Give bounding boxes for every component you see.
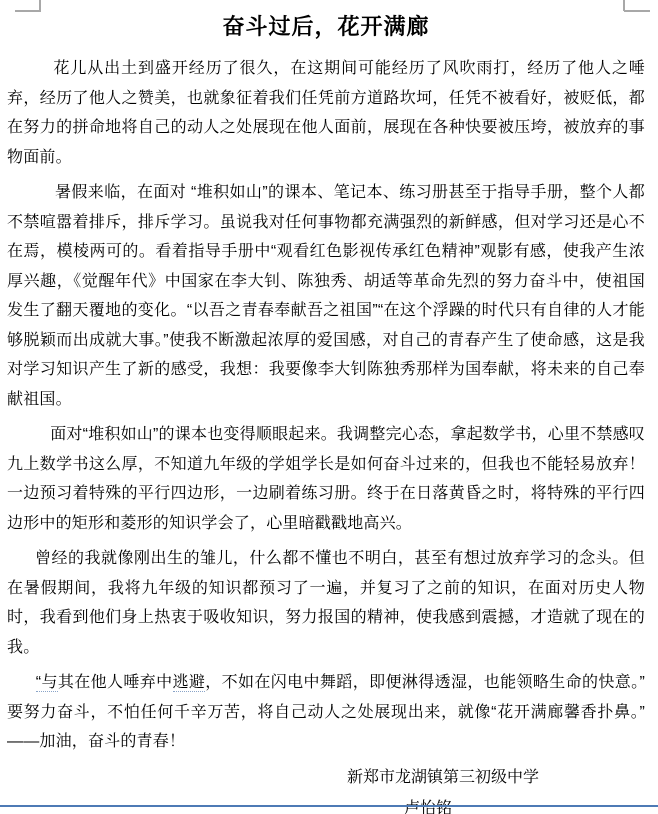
essay-paragraph [7,420,645,538]
text-segment: 其在他人唾弃中 [57,674,173,691]
spellcheck-underline-text: “与 [35,674,58,691]
signature-author [404,794,645,814]
margin-crop-mark-left [15,10,41,12]
essay-paragraph [7,178,645,414]
text-segment: 面对“堆积如山”的课本也变得顺眼起来。我调整完心态，拿起数学书，心里不禁感叹九上数学书这么厚，不知道九年级的学姐学长是如何奋斗过来的，但我也不能轻易放弃！一边预习着特殊的平行四边形，一边刷着练习册。终于在日落黄昏之时，将特殊的平行四边形中的矩形和菱形的知识学会了，心里暗戳戳地高兴。 [7,426,645,532]
text-segment: 暑假来临，在面对 “堆积如山”的课本、笔记本、练习册甚至于指导手册，整个人都不禁喧嚣着排斥，排斥学习。虽说我对任何事物都充满强烈的新鲜感，但对学习还是心不在焉，模棱两可的。看着指导手册中“观看红色影视传承红色精神”观影有感，使我产生浓厚兴趣，《觉醒年代》中国家在李大钊、陈独秀、胡适等革命先烈的努力奋斗中，使祖国发生了翻天覆地的变化。“以吾之青春奉献吾之祖国”“在这个浮躁的时代只有自律的人才能够脱颖而出成就大事。”使我不断激起浓厚的爱国感，对自己的青春产生了使命感，这是我对学习知识产生了新的感受，我想：我要像李大钊陈独秀那样为国奉献，将未来的自己奉献祖国。 [7,184,645,408]
text-segment: 花儿从出土到盛开经历了很久，在这期间可能经历了风吹雨打，经历了他人之唾弃，经历了他人之赞美，也就象征着我们任凭前方道路坎坷，任凭不被看好，被贬低，都在努力的拼命地将自己的动人之处展现在他人面前，展现在各种快要被压垮，被放弃的事物面前。 [7,60,645,166]
text-segment: ，不如在闪电中舞蹈，即便淋得透湿，也能领略生命的快意。” 要努力奋斗，不怕任何千辛万苦，将自己动人之处展现出来，就像“花开满廊馨香扑鼻。” ——加油，奋斗的青春！ [7,674,645,750]
margin-crop-mark-right [624,10,650,12]
essay-title: 奋斗过后，花开满廊 [222,14,430,39]
spellcheck-underline-text: 逃避 [172,674,206,691]
essay-paragraph [7,544,645,662]
essay-body [7,54,645,757]
text-segment: 曾经的我就像刚出生的雏儿，什么都不懂也不明白，甚至有想过放弃学习的念头。但在暑假期间，我将九年级的知识都预习了一遍，并复习了之前的知识，在面对历史人物时，我看到他们身上热衷于吸收知识，努力报国的精神，使我感到震撼，才造就了现在的我。 [7,550,645,656]
page-bottom-border [0,805,658,807]
essay-paragraph [7,668,645,757]
essay-paragraph [7,54,645,172]
signature-school: 新郑市龙湖镇第三初级中学 [347,768,540,786]
